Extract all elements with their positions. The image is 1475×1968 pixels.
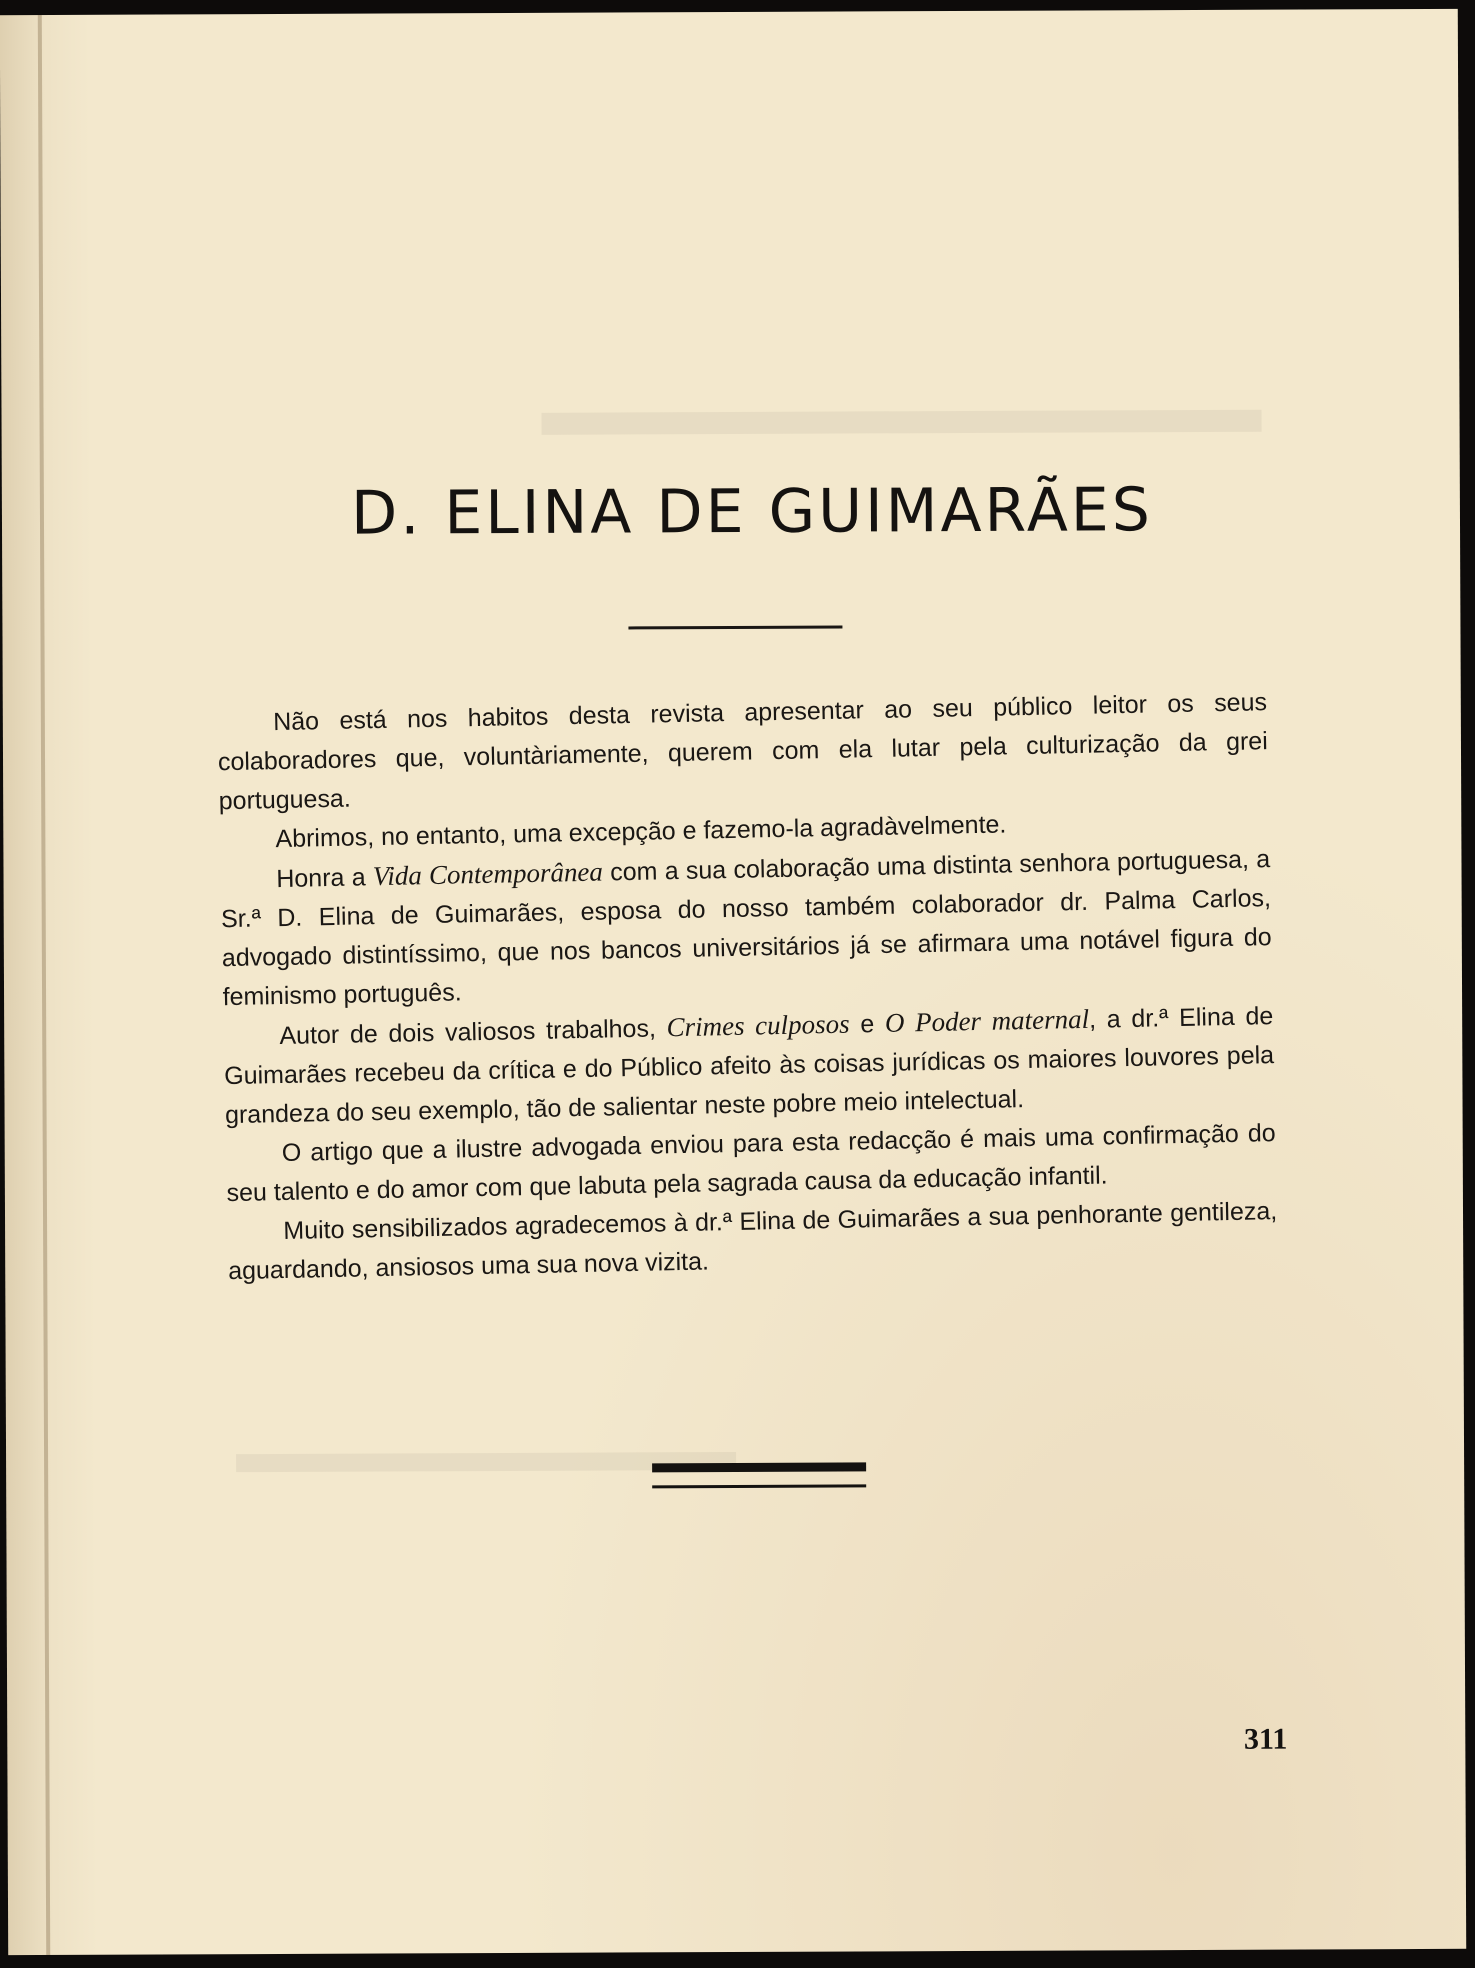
article-title: D. ELINA DE GUIMARÃES [350,475,1153,549]
article-body [217,683,1279,1291]
italic-title-text: Vida Contemporânea [372,856,604,892]
paragraph-text: O artigo que a ilustre advogada enviou para esta redacção é mais uma confirmação do seu talento e do amor com que labuta pela sagrada causa da educação infantil. [226,1119,1276,1208]
paragraph-text: Não está nos habitos desta revista apresentar ao seu público leitor os seus colaboradores que, voluntàriamente, querem com ela lutar pela culturização da grei portuguesa. [217,688,1269,816]
title-divider [628,626,842,630]
italic-title-text: O Poder maternal [884,1003,1090,1038]
paragraph-text: Honra a [276,863,374,894]
article-paragraph [217,683,1269,821]
book-page [0,9,1466,1955]
paragraph-text: Autor de dois valiosos trabalhos, [279,1014,667,1051]
paragraph-text: Muito sensibilizados agradecemos à dr.ª Elina de Guimarães a sua penhorante gentileza, aguardando, ansiosos uma sua nova vizita. [227,1197,1278,1286]
binding-gutter [38,15,50,1955]
article-paragraph [220,839,1273,1017]
paragraph-text: Abrimos, no entanto, uma excepção e fazemo-la agradàvelmente. [275,810,1007,854]
paragraph-text: e [849,1009,886,1039]
show-through-bar-top [542,410,1262,435]
ornament-rule-thick [652,1462,866,1472]
page-number: 311 [1243,1722,1288,1756]
paragraph-text: com a sua colaboração uma distinta senhora portuguesa, a Sr.ª D. Elina de Guimarães, esposa do nosso também colaborador dr. Palma Carlos, advogado distintíssimo, que nos bancos universitários já se afirmara uma notável figura do feminismo português. [220,845,1272,1012]
ornament-rule-thin [652,1484,866,1488]
paragraph-text: , a dr.ª Elina de Guimarães recebeu da crítica e do Público afeito às coisas jurídicas os maiores louvores pela grandeza do seu exemplo, tão de salientar neste pobre meio intelectual. [223,1002,1275,1130]
italic-title-text: Crimes culposos [666,1008,850,1043]
article-paragraph [223,996,1275,1135]
